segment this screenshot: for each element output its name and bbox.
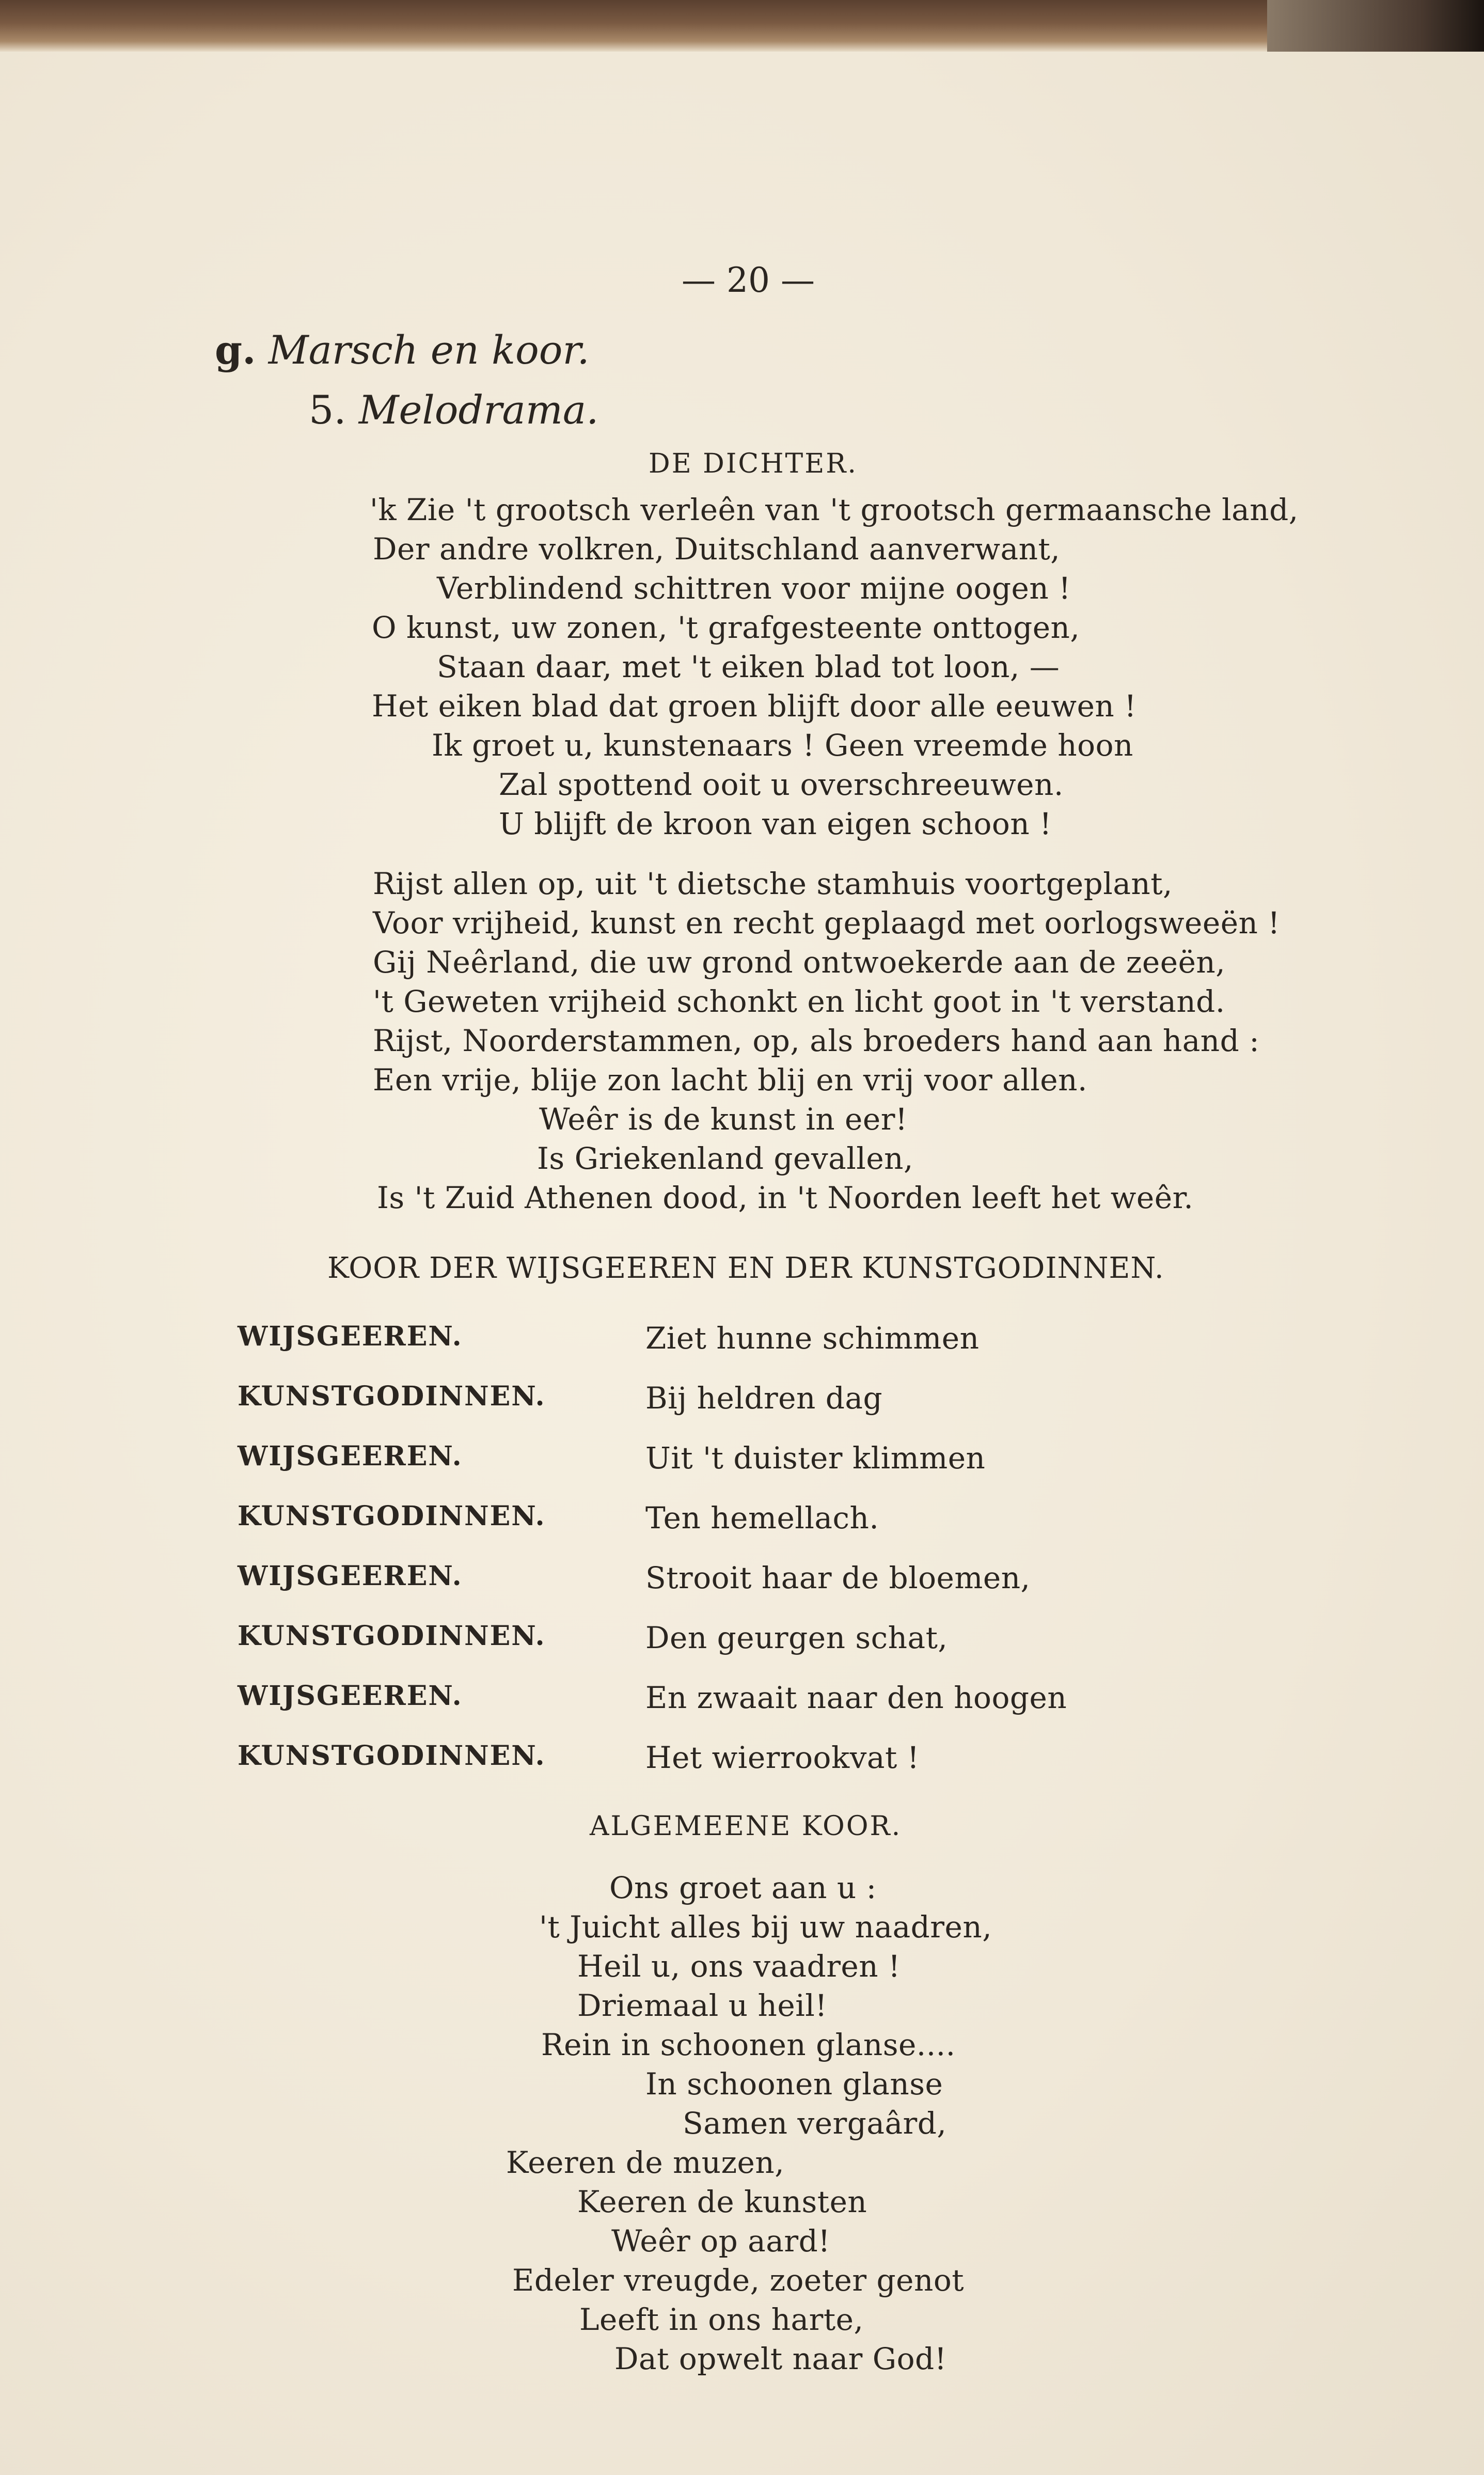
verse-line: O kunst, uw zonen, 't grafgesteente onttogen, [372, 610, 1080, 645]
choir-line: Uit 't duister klimmen [645, 1440, 986, 1476]
verse-line: Ik groet u, kunstenaars ! Geen vreemde hoon [432, 728, 1133, 763]
verse-line: U blijft de kroon van eigen schoon ! [499, 806, 1052, 841]
choir-line: Bij heldren dag [645, 1381, 883, 1416]
subsection-title: Melodrama. [358, 387, 599, 433]
verse-line: Der andre volkren, Duitschland aanverwant, [373, 531, 1061, 567]
koor-heading: KOOR DER WIJSGEEREN EN DER KUNSTGODINNEN. [327, 1251, 1164, 1285]
verse-line: Driemaal u heil! [577, 1988, 828, 2023]
role-label: KUNSTGODINNEN. [238, 1381, 546, 1412]
page-number: — 20 — [682, 260, 815, 300]
choir-line: Den geurgen schat, [645, 1620, 948, 1655]
verse-line: Heil u, ons vaadren ! [577, 1949, 901, 1984]
verse-line: Een vrije, blije zon lacht blij en vrij voor allen. [373, 1062, 1087, 1098]
verse-line: Voor vrijheid, kunst en recht geplaagd met oorlogsweeën ! [373, 905, 1281, 941]
verse-line: In schoonen glanse [645, 2066, 943, 2102]
role-label: KUNSTGODINNEN. [238, 1740, 546, 1772]
verse-line: Dat opwelt naar God! [614, 2341, 947, 2376]
verse-line: Leeft in ons harte, [579, 2302, 864, 2337]
section-letter: g. [215, 327, 256, 373]
role-label: WIJSGEEREN. [238, 1560, 463, 1592]
section-title: Marsch en koor. [268, 327, 590, 373]
book-binding-edge [0, 0, 1484, 52]
binding-cloth [1267, 0, 1484, 52]
book-page [0, 52, 1484, 2475]
verse-line: Keeren de muzen, [506, 2145, 785, 2180]
verse-line: Ons groet aan u : [609, 1870, 877, 1905]
dichter-heading: DE DICHTER. [649, 448, 858, 479]
verse-line: Staan daar, met 't eiken blad tot loon, — [437, 649, 1060, 684]
verse-line: Is 't Zuid Athenen dood, in 't Noorden leeft het weêr. [377, 1180, 1194, 1215]
algemeene-heading: ALGEMEENE KOOR. [590, 1811, 902, 1842]
choir-line: Ziet hunne schimmen [645, 1321, 980, 1356]
choir-line: En zwaait naar den hoogen [645, 1680, 1067, 1715]
verse-line: Edeler vreugde, zoeter genot [512, 2263, 965, 2298]
verse-line: Keeren de kunsten [577, 2184, 867, 2219]
verse-line: Gij Neêrland, die uw grond ontwoekerde aan de zeeën, [373, 945, 1226, 980]
subsection-heading [309, 387, 599, 433]
choir-line: Strooit haar de bloemen, [645, 1560, 1031, 1595]
role-label: KUNSTGODINNEN. [238, 1500, 546, 1532]
verse-line: Weêr is de kunst in eer! [539, 1102, 908, 1137]
choir-line: Het wierrookvat ! [645, 1740, 920, 1775]
verse-line: Verblindend schittren voor mijne oogen ! [437, 571, 1071, 606]
verse-line: Het eiken blad dat groen blijft door alle eeuwen ! [372, 688, 1137, 724]
role-label: WIJSGEEREN. [238, 1321, 463, 1352]
verse-line: Rijst allen op, uit 't dietsche stamhuis voortgeplant, [373, 866, 1173, 901]
verse-line: 't Geweten vrijheid schonkt en licht goot in 't verstand. [373, 984, 1225, 1019]
role-label: WIJSGEEREN. [238, 1680, 463, 1712]
verse-line: Rein in schoonen glanse.... [541, 2027, 956, 2062]
role-label: WIJSGEEREN. [238, 1440, 463, 1472]
subsection-number: 5. [309, 387, 346, 433]
verse-line: Samen vergaârd, [683, 2106, 947, 2141]
role-label: KUNSTGODINNEN. [238, 1620, 546, 1652]
verse-line: 'k Zie 't grootsch verleên van 't grootsch germaansche land, [370, 492, 1299, 527]
verse-line: Rijst, Noorderstammen, op, als broeders hand aan hand : [373, 1023, 1260, 1058]
verse-line: Weêr op aard! [611, 2223, 830, 2259]
choir-line: Ten hemellach. [645, 1500, 879, 1536]
verse-line: 't Juicht alles bij uw naadren, [539, 1909, 992, 1945]
verse-line: Is Griekenland gevallen, [537, 1141, 913, 1176]
section-heading [215, 327, 590, 373]
verse-line: Zal spottend ooit u overschreeuwen. [499, 767, 1064, 802]
